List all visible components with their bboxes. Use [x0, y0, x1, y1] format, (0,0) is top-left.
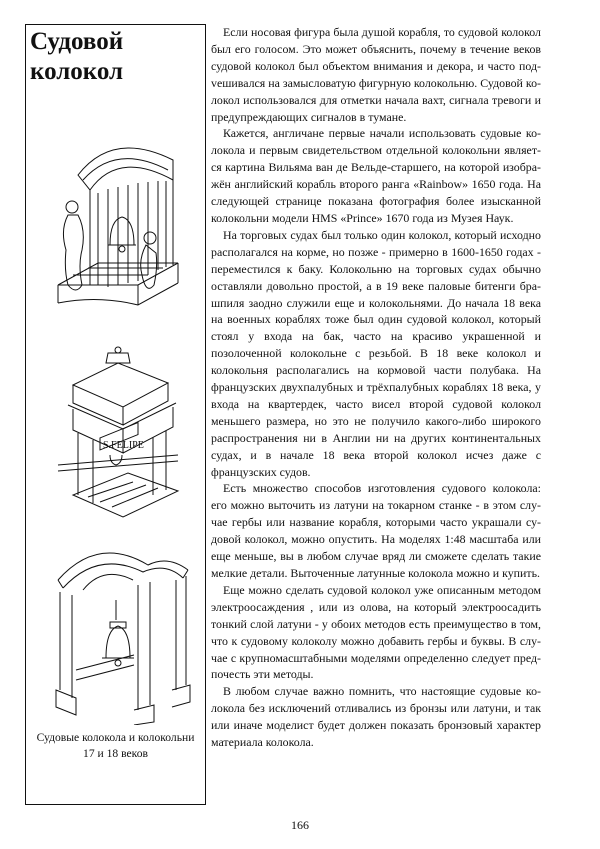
caption-line-2: 17 и 18 веков [83, 747, 148, 760]
caption-line-1: Судовые колокола и колокольни [36, 731, 195, 744]
figure-sign-text: S.FELIPE [103, 440, 144, 451]
page-number: 166 [291, 818, 309, 832]
article-body [211, 24, 541, 751]
sidebar-panel [25, 24, 206, 805]
page-title [30, 27, 123, 87]
figure-belfry-arched [38, 540, 198, 725]
figure-caption [26, 730, 205, 762]
paragraph-3: На торговых судах был только один колокол, который исходно располагался на корме, но позже - примерно в 1600-1650 годах - переместился к баку. Колокольню на торговых судах обычно оставляли довольно простой, а в 19 веке паловые битенги брашпиля заодно служили еще и колокольнями. До начала 18 века на военных кораблях тоже был один судовой колокол, который стоял у входа на бак, часто на красиво украшенной и позолоченной колокольне с резьбой. В 18 веке колокол и колокольня располагались на кормовой части полубака. На французских двухпалубных и трёхпалубных кораблях 18 века, у входа на квартердек, часто висел второй судовой колокол меньшего размера, но это не получило какого-либо широкого распространения ни в Англии ни на других континентальных судах, и в начале 18 века второй колокол исчез даже с французских судов. [211, 227, 541, 479]
paragraph-5: Еще можно сделать судовой колокол уже описанным методом электроосаждения , или из олова, на который электроосадить тонкий слой латуни - у обоих методов есть преимущество в том, что к судовому колоколу можно добавить гербы и буквы. В случае с крупномасштабными моделями определенно следует предпочесть эти методы. [211, 582, 541, 682]
figure-belfry-carved [38, 135, 198, 310]
paragraph-6: В любом случае важно помнить, что настоящие судовые колокола без исключений отливались из бронзы или латуни, и так или иначе моделист будет должен показать бронзовый характер материала колокола. [211, 684, 541, 750]
paragraph-1: Если носовая фигура была душой корабля, то судовой колокол был его голосом. Это может объяснить, почему в течение веков судовой колокол был объектом внимания и декора, и часто подvешивался на замысловатую фигурную колокольню. Судовой колокол использовался для отметки начала вахт, сигнала тревоги и предупреждающих сигналов в тумане. [211, 25, 541, 124]
paragraph-2: Кажется, англичане первые начали использовать судовые колокола и первым свидетельством отдельной колокольни является картина Вильяма ван де Вельде-старшего, на которой изображён английский корабль второго ранга «Rainbow» 1650 года. На следующей странице показана фотография более изысканной колокольни модели HMS «Prince» 1670 года из Музея Наук. [211, 126, 541, 225]
title-line-2: колокол [30, 58, 124, 85]
title-line-1: Судовой [30, 28, 124, 55]
paragraph-4: Есть множество способов изготовления судового колокола: его можно выточить из латуни на токарном станке - в этом случае гербы или название корабля, которыми часто украшали судовой колокол, можно опустить. На моделях 1:48 масштаба или еще меньше, вы в любом случае вряд ли сможете сделать такие мелкие детали. Выточенные латунные колокола можно и купить. [211, 481, 541, 580]
figure-belfry-sfelipe [38, 345, 198, 520]
